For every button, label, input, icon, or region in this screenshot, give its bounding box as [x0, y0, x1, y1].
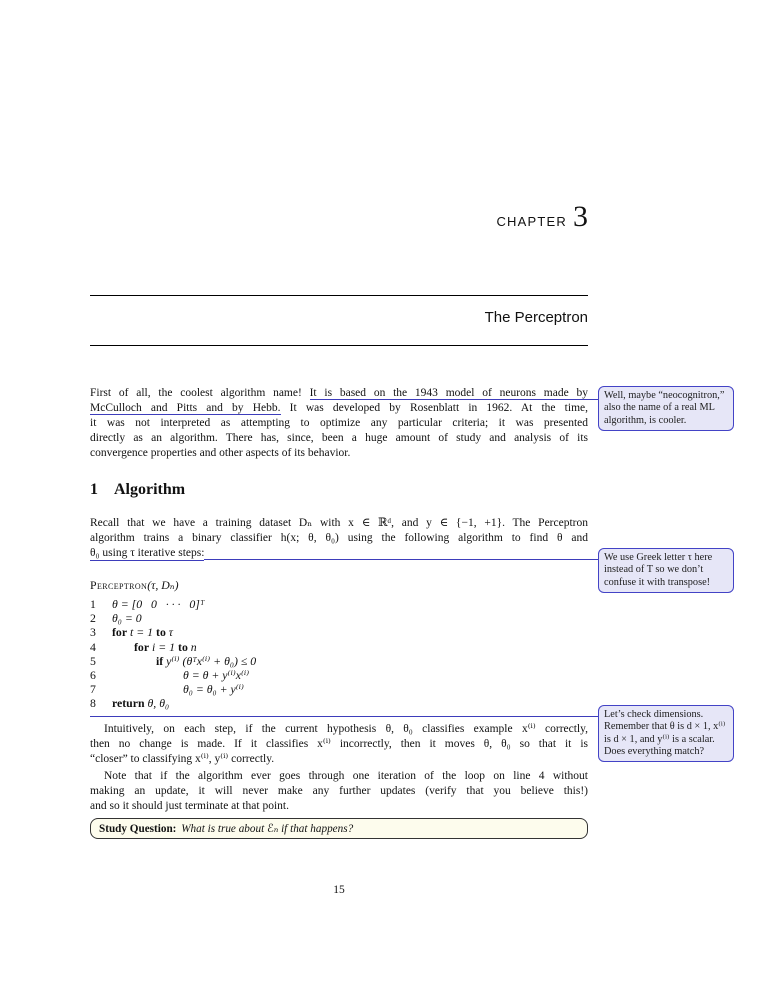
section-title: Algorithm	[114, 481, 186, 498]
paragraph-line: directly as an algorithm. There has, since, been a huge amount of study and analysis of its	[90, 432, 588, 444]
algorithm-line	[90, 640, 588, 654]
chapter-title: The Perceptron	[484, 309, 588, 326]
margin-note-text: We use Greek letter τ here instead of T so we don’t confuse it with transpose!	[604, 552, 713, 588]
code-text: for t = 1 to τ	[112, 625, 174, 640]
chapter-header	[90, 200, 588, 234]
study-question-text: What is true about ℰₙ if that happens?	[181, 823, 354, 835]
margin-note-text: Let’s check dimensions. Remember that θ is d × 1, x⁽ⁱ⁾ is d × 1, and y⁽ⁱ⁾ is a scalar. Does everything match?	[604, 709, 726, 757]
paragraph-line: making an update, it will never make any further updates (verify that you believe this!)	[90, 785, 588, 797]
code-text: θ = [0 0 · · · 0]ᵀ	[112, 597, 205, 611]
paragraph-line: and so it should just terminate at that point.	[90, 800, 289, 812]
code-keyword: for	[134, 639, 150, 654]
margin-connector	[588, 559, 598, 560]
algorithm-line	[90, 682, 588, 696]
paragraph-line	[90, 546, 588, 561]
intro-paragraph	[90, 386, 588, 461]
code-text: θ = θ + y⁽ⁱ⁾x⁽ⁱ⁾	[183, 667, 250, 682]
margin-note	[598, 386, 734, 431]
note-anchor-underline: McCulloch and Pitts and by Hebb.	[90, 402, 281, 414]
paragraph-line	[90, 386, 588, 401]
code-keyword: for	[112, 625, 128, 640]
algorithm-line	[90, 668, 588, 682]
note-anchor-underline: It is based on the 1943 model of neurons made by	[309, 387, 588, 399]
paragraph-line: Recall that we have a training dataset Dₙ with x ∈ ℝᵈ, and y ∈ {−1, +1}. The Perceptron	[90, 517, 588, 529]
algorithm-line	[90, 597, 588, 611]
algorithm-header	[90, 578, 588, 592]
setup-paragraph	[90, 516, 588, 561]
line-number: 7	[90, 682, 96, 697]
code-keyword: to	[156, 625, 166, 640]
underline-filler	[204, 546, 588, 560]
paragraph-line: “closer” to classifying x⁽ⁱ⁾, y⁽ⁱ⁾ correctly.	[90, 753, 275, 765]
body-paragraph-1	[90, 722, 588, 767]
intro-text: It was developed by Rosenblatt in 1962. At the time,	[280, 402, 588, 414]
paragraph-line: then no change is made. If it classifies x⁽ⁱ⁾ incorrectly, then it moves θ, θ₀ so that it is	[90, 738, 588, 750]
algorithm-line	[90, 654, 588, 668]
line-number: 3	[90, 625, 96, 640]
margin-note	[598, 548, 734, 593]
code-keyword: return	[112, 696, 145, 711]
study-question-label: Study Question:	[99, 823, 177, 835]
note-anchor-underline: θ₀ using τ iterative steps:	[90, 547, 205, 559]
intro-text: First of all, the coolest algorithm name!	[90, 387, 310, 399]
line-number: 1	[90, 597, 96, 611]
chapter-number: 3	[573, 200, 588, 233]
algorithm-line	[90, 696, 588, 710]
algorithm-args: (τ, Dₙ)	[147, 578, 179, 592]
paragraph-line	[90, 401, 588, 416]
line-number: 4	[90, 639, 96, 654]
line-number: 2	[90, 611, 96, 626]
paragraph-line: it was not interpreted as attempting to optimize any particular criteria; it was presented	[90, 417, 588, 429]
paragraph-line: convergence properties and other aspects of its behavior.	[90, 447, 351, 459]
section-heading	[90, 481, 588, 499]
code-keyword: to	[178, 639, 188, 654]
title-rule-top	[90, 295, 588, 296]
code-text: θ₀ = 0	[112, 611, 142, 626]
line-number: 5	[90, 653, 96, 668]
algorithm-name: Perceptron	[90, 578, 148, 592]
paragraph-line: Note that if the algorithm ever goes through one iteration of the loop on line 4 without	[104, 770, 588, 782]
study-question-box	[90, 818, 588, 839]
margin-connector	[588, 399, 598, 400]
algorithm-block	[90, 578, 588, 711]
body-paragraph-2	[90, 769, 588, 814]
code-keyword: if	[156, 653, 164, 668]
chapter-label: CHAPTER	[496, 214, 567, 229]
line-number: 6	[90, 667, 96, 682]
algorithm-line	[90, 625, 588, 639]
code-text: if y⁽ⁱ⁾ (θᵀx⁽ⁱ⁾ + θ₀) ≤ 0	[156, 653, 257, 668]
paragraph-line: Intuitively, on each step, if the current hypothesis θ, θ₀ classifies example x⁽ⁱ⁾ correctly,	[104, 723, 588, 735]
code-text: for i = 1 to n	[134, 639, 197, 654]
algorithm-end-rule	[90, 716, 598, 717]
line-number: 8	[90, 696, 96, 711]
code-text: return θ, θ₀	[112, 696, 170, 711]
paragraph-line: algorithm trains a binary classifier h(x; θ, θ₀) using the following algorithm to find θ and	[90, 532, 588, 544]
margin-note-text: Well, maybe “neocognitron,” also the name of a real ML algorithm, is cooler.	[604, 390, 725, 426]
algorithm-line	[90, 611, 588, 625]
margin-note	[598, 705, 734, 762]
title-rule-bottom	[90, 345, 588, 346]
code-text: θ₀ = θ₀ + y⁽ⁱ⁾	[183, 682, 244, 697]
section-number: 1	[90, 481, 98, 498]
page-number: 15	[333, 884, 345, 896]
